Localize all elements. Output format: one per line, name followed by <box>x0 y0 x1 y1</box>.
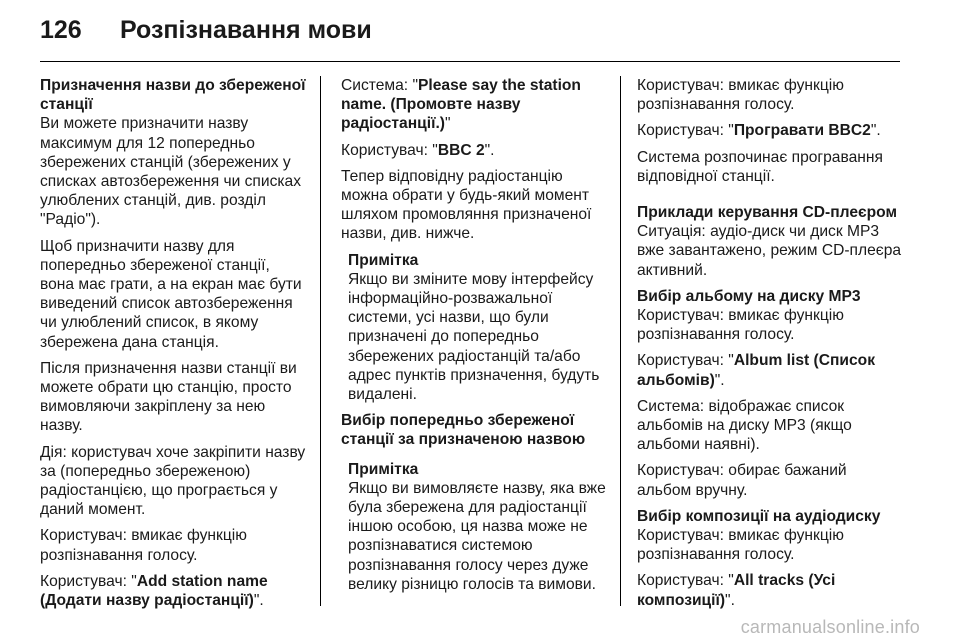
paragraph: Ситуація: аудіо-диск чи диск MP3 вже завантажено, режим CD-плеєра активний. <box>637 223 902 279</box>
paragraph: Дія: користувач хоче закріпити назву за (попередньо збереженою) радіостанцією, що програється у даний момент. <box>40 443 306 519</box>
paragraph: Користувач: вмикає функцію розпізнавання голосу. <box>637 307 844 344</box>
paragraph: Тепер відповідну радіостанцію можна обрати у будь-який момент шляхом промовляння призначеної назви, див. нижче. <box>341 167 592 243</box>
note-box <box>348 251 609 405</box>
column-1 <box>40 76 308 617</box>
page-title: Розпізнавання мови <box>120 16 372 44</box>
paragraph-command: Користувач: "All tracks (Усі композиції)". <box>637 572 836 609</box>
paragraph: Система: відображає список альбомів на диску MP3 (якщо альбоми наявні). <box>637 397 852 454</box>
paragraph: Щоб призначити назву для попередньо збереженої станції, вона має грати, а на екран має бути виведений список автозбереження чи улюблений список, в якому збережена дана станція. <box>40 237 302 351</box>
paragraph: Користувач: вмикає функцію розпізнавання голосу. <box>40 527 247 564</box>
page-number: 126 <box>40 16 82 44</box>
header-rule <box>40 61 900 62</box>
page-header <box>40 16 372 52</box>
note-text: Якщо ви зміните мову інтерфейсу інформаційно-розважальної системи, усі назви, що були призначені до попередньо збережених радіостанцій та/або адрес пунктів призначення, будуть видалені. <box>348 270 600 404</box>
paragraph-command: Користувач: "Add station name (Додати назву радіостанції)". <box>40 572 268 610</box>
note-title: Примітка <box>348 251 419 269</box>
system-prompt: Please say the station name. (Промовте назву радіостанції.) <box>341 77 581 133</box>
voice-command: Програвати BBC2 <box>733 122 871 140</box>
paragraph-command: Користувач: "Програвати BBC2". <box>637 122 881 140</box>
section-heading-select-track: Вибір композиції на аудіодиску <box>637 507 881 525</box>
paragraph: Ви можете призначити назву максимум для 12 попередньо збережених станцій (збережених у списках автозбереження чи списках улюблених станцій, див. розділ "Радіо"). <box>40 115 302 229</box>
column-2 <box>341 76 609 601</box>
paragraph: Система розпочинає програвання відповідної станції. <box>637 148 883 185</box>
voice-command: Add station name (Додати назву радіостанції) <box>40 572 268 610</box>
note-title: Примітка <box>348 460 419 478</box>
voice-command: BBC 2 <box>437 141 485 159</box>
paragraph: Користувач: вмикає функцію розпізнавання голосу. <box>637 527 844 564</box>
section-heading-select-album: Вибір альбому на диску MP3 <box>637 287 861 305</box>
paragraph: Користувач: обирає бажаний альбом вручну. <box>637 462 847 499</box>
paragraph: Після призначення назви станції ви можете обрати цю станцію, просто вимовляючи закріплену за нею назву. <box>40 359 297 435</box>
watermark: carmanualsonline.info <box>740 617 920 637</box>
note-box <box>348 460 609 594</box>
section-heading-cd-examples: Приклади керування CD-плеєром <box>637 204 897 222</box>
section-heading-select-station: Вибір попередньо збереженої станції за призначеною назвою <box>341 412 586 449</box>
paragraph-command: Система: "Please say the station name. (Промовте назву радіостанції.)" <box>341 77 581 133</box>
paragraph: Користувач: вмикає функцію розпізнавання голосу. <box>637 77 844 114</box>
paragraph-command: Користувач: "Album list (Список альбомів)". <box>637 352 875 389</box>
section-heading-assign-name: Призначення назви до збереженої станції <box>40 77 306 114</box>
column-divider-1 <box>320 76 321 606</box>
voice-command: Album list (Список альбомів) <box>637 352 875 389</box>
column-3 <box>637 76 905 617</box>
voice-command: All tracks (Усі композиції) <box>637 572 836 609</box>
note-text: Якщо ви вимовляєте назву, яка вже була збережена для радіостанції іншою особою, ця назва може не розпізнаватися системою розпізнавання голосу через дуже велику різницю голосів та вимови. <box>348 479 606 593</box>
column-divider-2 <box>620 76 621 606</box>
paragraph-command: Користувач: "BBC 2". <box>341 141 495 159</box>
